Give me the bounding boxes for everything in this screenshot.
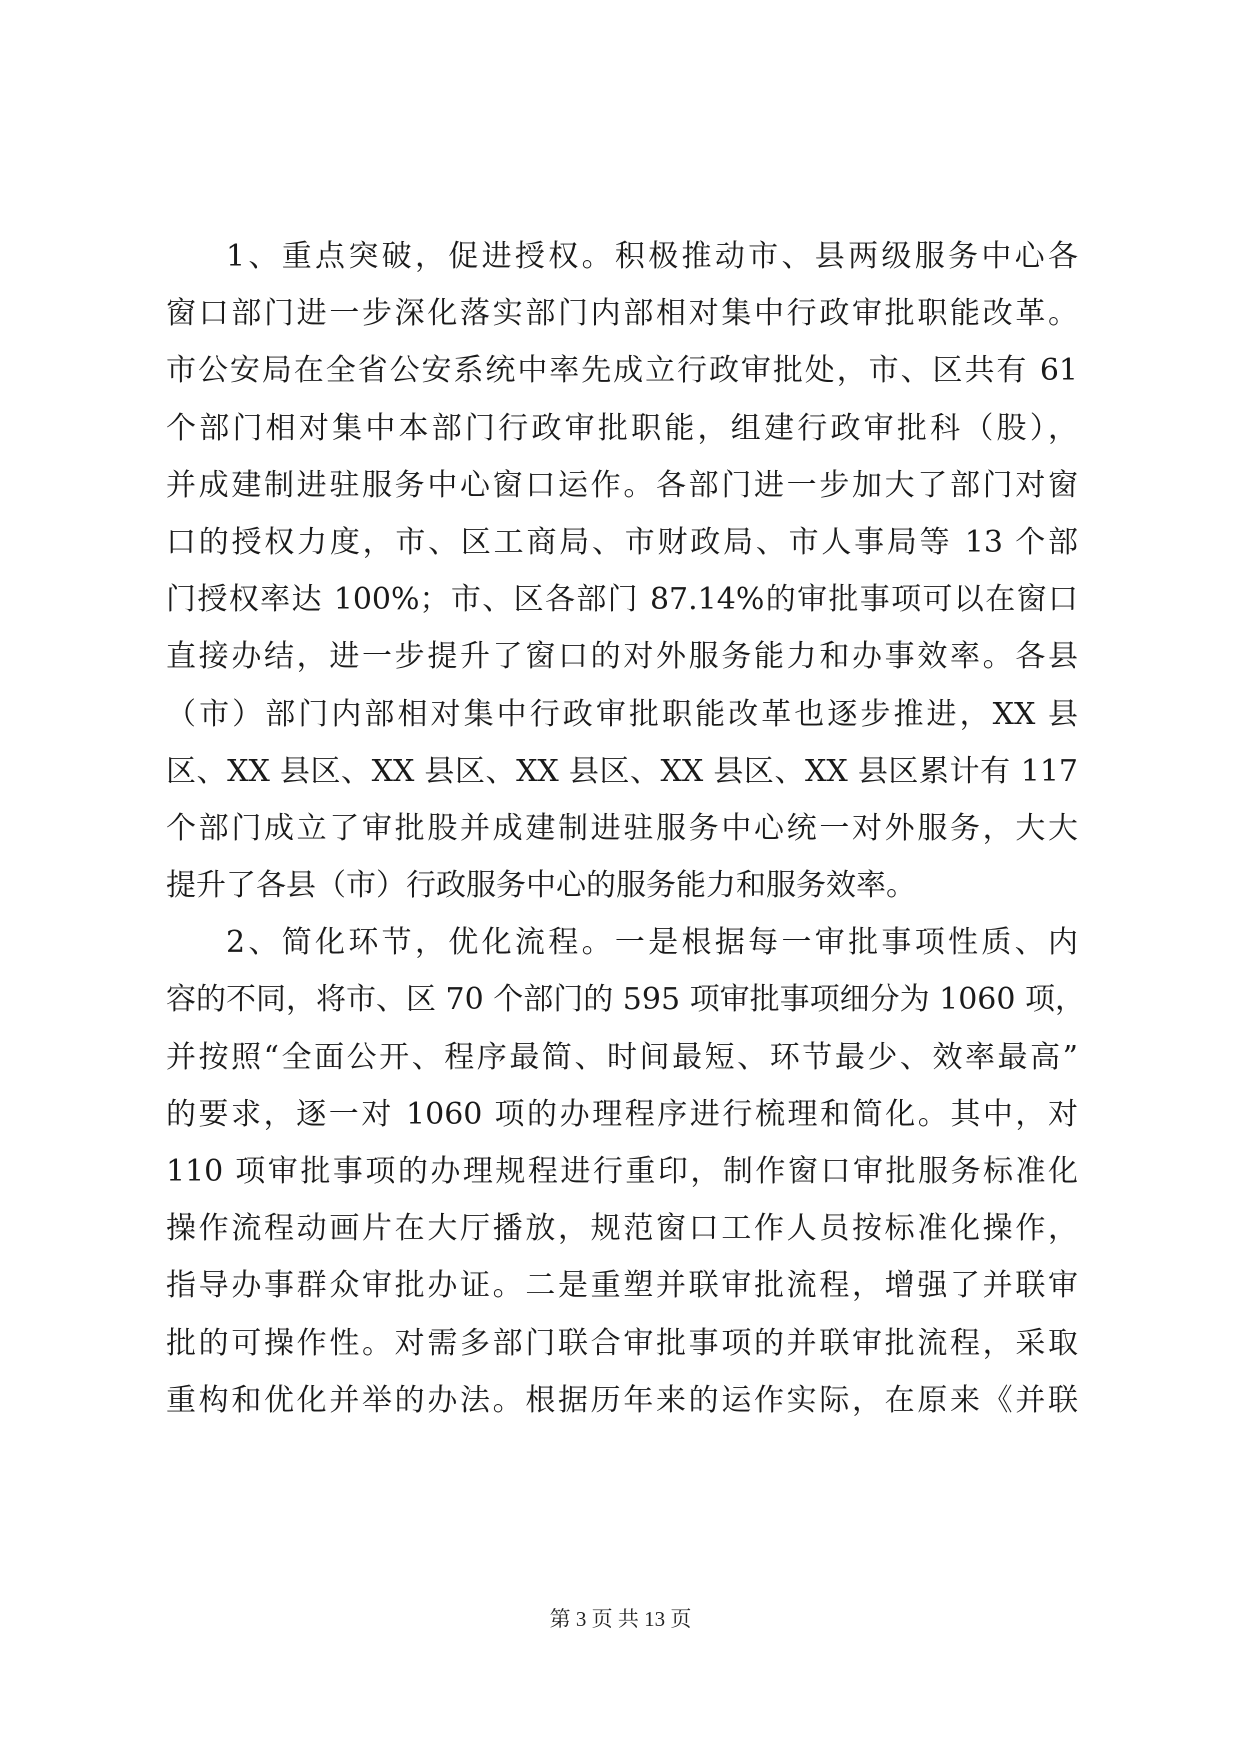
- text-line: 2、简化环节，优化流程。一是根据每一审批事项性质、内: [226, 925, 1078, 961]
- text-line: 直接办结，进一步提升了窗口的对外服务能力和办事效率。各县: [166, 639, 1078, 675]
- text-line: 提升了各县（市）行政服务中心的服务能力和服务效率。: [166, 868, 916, 904]
- text-line: 容的不同，将市、区 70 个部门的 595 项审批事项细分为 1060 项，: [166, 982, 1085, 1018]
- text-line: 门授权率达 100%；市、区各部门 87.14%的审批事项可以在窗口: [166, 582, 1078, 618]
- text-line: 个部门相对集中本部门行政审批职能，组建行政审批科（股），: [166, 410, 1078, 446]
- text-line: 并成建制进驻服务中心窗口运作。各部门进一步加大了部门对窗: [166, 467, 1078, 503]
- text-line: 窗口部门进一步深化落实部门内部相对集中行政审批职能改革。: [166, 296, 1078, 332]
- text-line: 的要求，逐一对 1060 项的办理程序进行梳理和简化。其中，对: [166, 1096, 1078, 1132]
- document-body: [166, 228, 1085, 1429]
- text-line: 个部门成立了审批股并成建制进驻服务中心统一对外服务，大大: [166, 810, 1078, 846]
- text-line: 指导办事群众审批办证。二是重塑并联审批流程，增强了并联审: [166, 1268, 1078, 1304]
- text-line: 批的可操作性。对需多部门联合审批事项的并联审批流程，采取: [166, 1325, 1078, 1361]
- text-line: 区、XX 县区、XX 县区、XX 县区、XX 县区、XX 县区累计有 117: [166, 753, 1078, 789]
- text-line: 重构和优化并举的办法。根据历年来的运作实际，在原来《并联: [166, 1382, 1078, 1418]
- text-line: 口的授权力度，市、区工商局、市财政局、市人事局等 13 个部: [166, 524, 1078, 560]
- text-line: 110 项审批事项的办理规程进行重印，制作窗口审批服务标准化: [166, 1154, 1078, 1189]
- text-line: 市公安局在全省公安系统中率先成立行政审批处，市、区共有 61: [166, 353, 1078, 389]
- text-line: 并按照“全面公开、程序最简、时间最短、环节最少、效率最高”: [166, 1039, 1078, 1075]
- page-footer: 第 3 页 共 13 页: [549, 1607, 692, 1631]
- text-line: 1、重点突破，促进授权。积极推动市、县两级服务中心各: [226, 239, 1078, 274]
- text-line: 操作流程动画片在大厅播放，规范窗口工作人员按标准化操作，: [166, 1211, 1078, 1247]
- text-line: （市）部门内部相对集中行政审批职能改革也逐步推进，XX 县: [166, 696, 1078, 732]
